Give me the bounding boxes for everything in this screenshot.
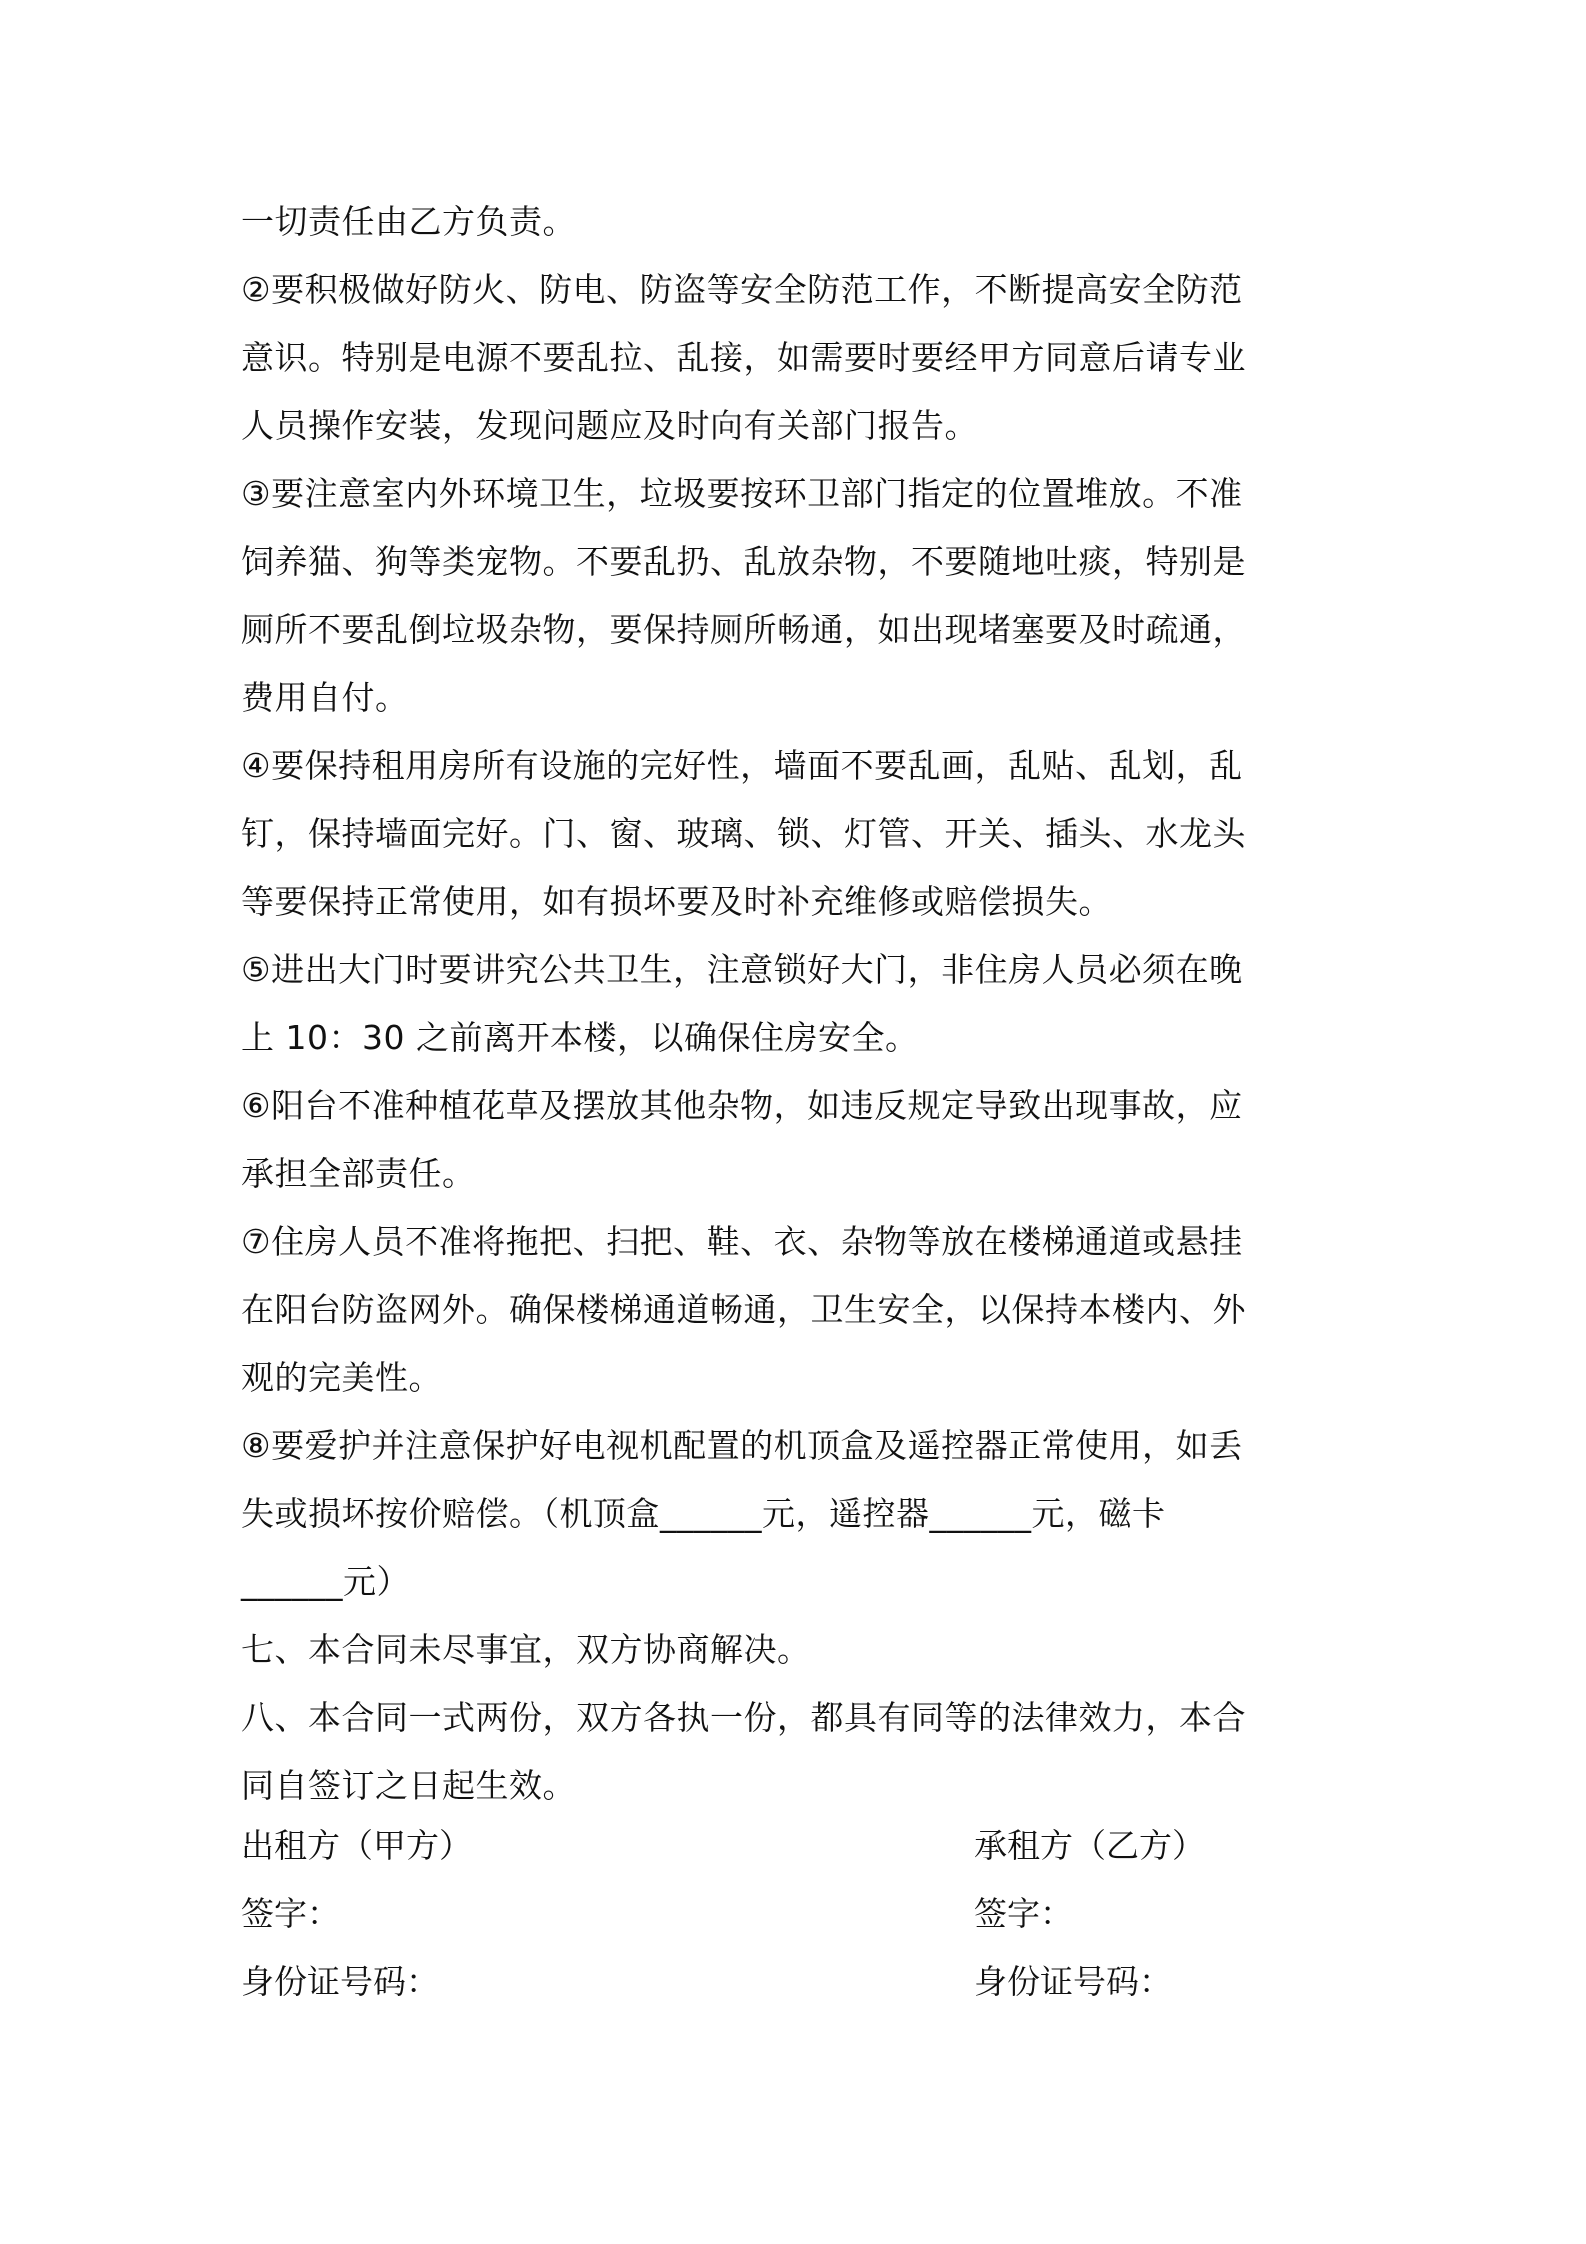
lessor-title: 出租方（甲方） (241, 1826, 472, 1865)
lessee-title: 承租方（乙方） (974, 1826, 1205, 1865)
lessee-sign-label: 签字： (974, 1894, 1073, 1933)
body-line: ______元） (241, 1562, 410, 1601)
body-line: 上 10：30 之前离开本楼，以确保住房安全。 (241, 1018, 919, 1057)
body-line: 钉，保持墙面完好。门、窗、玻璃、锁、灯管、开关、插头、水龙头 (241, 814, 1246, 853)
body-line: 观的完美性。 (241, 1358, 442, 1397)
body-line: 人员操作安装，发现问题应及时向有关部门报告。 (241, 406, 978, 445)
signature-row-title (241, 1812, 1361, 1880)
lessee-id-label: 身份证号码： (974, 1962, 1172, 2001)
body-line: 在阳台防盗网外。确保楼梯通道畅通，卫生安全，以保持本楼内、外 (241, 1290, 1246, 1329)
signature-block (241, 1812, 1361, 2016)
body-line: 意识。特别是电源不要乱拉、乱接，如需要时要经甲方同意后请专业 (241, 338, 1246, 377)
body-line: 费用自付。 (241, 678, 409, 717)
body-line: 饲养猫、狗等类宠物。不要乱扔、乱放杂物，不要随地吐痰，特别是 (241, 542, 1246, 581)
body-line: 八、本合同一式两份，双方各执一份，都具有同等的法律效力，本合 (241, 1698, 1246, 1737)
body-line: ②要积极做好防火、防电、防盗等安全防范工作，不断提高安全防范 (241, 270, 1243, 309)
signature-row-id (241, 1948, 1361, 2016)
body-line: 同自签订之日起生效。 (241, 1766, 576, 1805)
body-line: ⑥阳台不准种植花草及摆放其他杂物，如违反规定导致出现事故，应 (241, 1086, 1243, 1125)
body-line: 失或损坏按价赔偿。（机顶盒______元，遥控器______元，磁卡 (241, 1494, 1166, 1533)
contract-body (241, 188, 1361, 1820)
body-line: 一切责任由乙方负责。 (241, 202, 576, 241)
body-line: 承担全部责任。 (241, 1154, 476, 1193)
body-line: ③要注意室内外环境卫生，垃圾要按环卫部门指定的位置堆放。不准 (241, 474, 1243, 513)
body-line: ⑤进出大门时要讲究公共卫生，注意锁好大门，非住房人员必须在晚 (241, 950, 1243, 989)
signature-row-sign (241, 1880, 1361, 1948)
body-line: ⑧要爱护并注意保护好电视机配置的机顶盒及遥控器正常使用，如丢 (241, 1426, 1243, 1465)
body-line: 等要保持正常使用，如有损坏要及时补充维修或赔偿损失。 (241, 882, 1112, 921)
body-line: 七、本合同未尽事宜，双方协商解决。 (241, 1630, 811, 1669)
body-line: 厕所不要乱倒垃圾杂物，要保持厕所畅通，如出现堵塞要及时疏通， (241, 610, 1246, 649)
lessor-id-label: 身份证号码： (241, 1962, 439, 2001)
body-line: ④要保持租用房所有设施的完好性，墙面不要乱画，乱贴、乱划，乱 (241, 746, 1243, 785)
body-line: ⑦住房人员不准将拖把、扫把、鞋、衣、杂物等放在楼梯通道或悬挂 (241, 1222, 1243, 1261)
lessor-sign-label: 签字： (241, 1894, 340, 1933)
